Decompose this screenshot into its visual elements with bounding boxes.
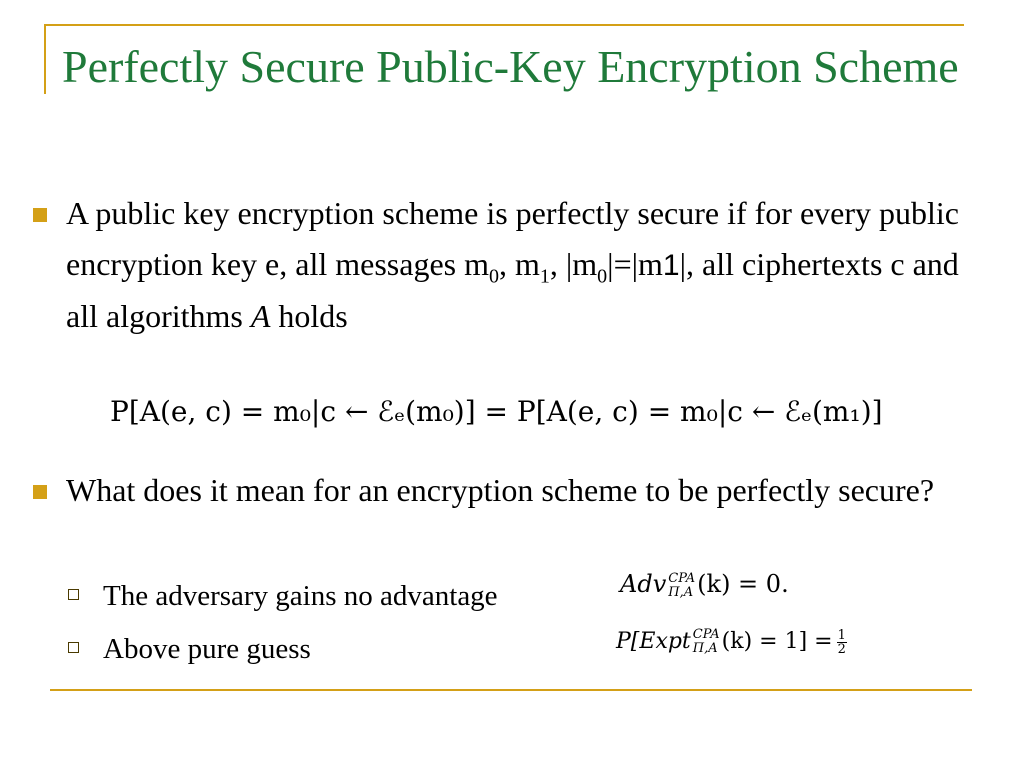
hollow-square-bullet-icon — [68, 589, 79, 600]
experiment-sup-sub: CPA Π,A — [692, 627, 720, 656]
bullet-definition — [26, 188, 986, 342]
left-rule — [44, 24, 46, 94]
bullet-question-text: What does it mean for an encryption scheme to be perfectly secure? — [66, 472, 935, 508]
slide-title: Perfectly Secure Public-Key Encryption Scheme — [62, 41, 959, 92]
hollow-square-bullet-icon — [68, 642, 79, 653]
square-bullet-icon — [33, 208, 47, 222]
top-rule — [44, 24, 964, 26]
sub-bullet-label: The adversary gains no advantage — [103, 580, 498, 612]
bullet-question — [26, 465, 986, 516]
experiment-formula: P[Expt CPA Π,A (k) = 1] = $\frac{1}{2}$ — [616, 627, 846, 657]
square-bullet-icon — [33, 485, 47, 499]
sub-bullet-pure-guess — [68, 629, 628, 669]
advantage-formula: Adv CPA Π,A (k) = 0. — [620, 570, 789, 600]
perfect-security-formula: P[A(e, c) = m₀|c ← ℰₑ(m₀)] = P[A(e, c) = m₀|c ← ℰₑ(m₁)] — [110, 395, 883, 428]
sub-bullet-label: Above pure guess — [103, 633, 311, 665]
one-half-fraction: $\frac{1}{2}$ — [837, 627, 846, 657]
sub-bullet-no-advantage — [68, 576, 628, 616]
advantage-sup-sub: CPA Π,A — [668, 570, 696, 600]
bullet-definition-text: A public key encryption scheme is perfectly secure if for every public encryption key e, all messages $m_0$, $m_1$, $|m_0|=|m1|$, all ciphertexts c and all algorithms A holds — [66, 195, 959, 334]
bottom-rule — [50, 689, 972, 691]
